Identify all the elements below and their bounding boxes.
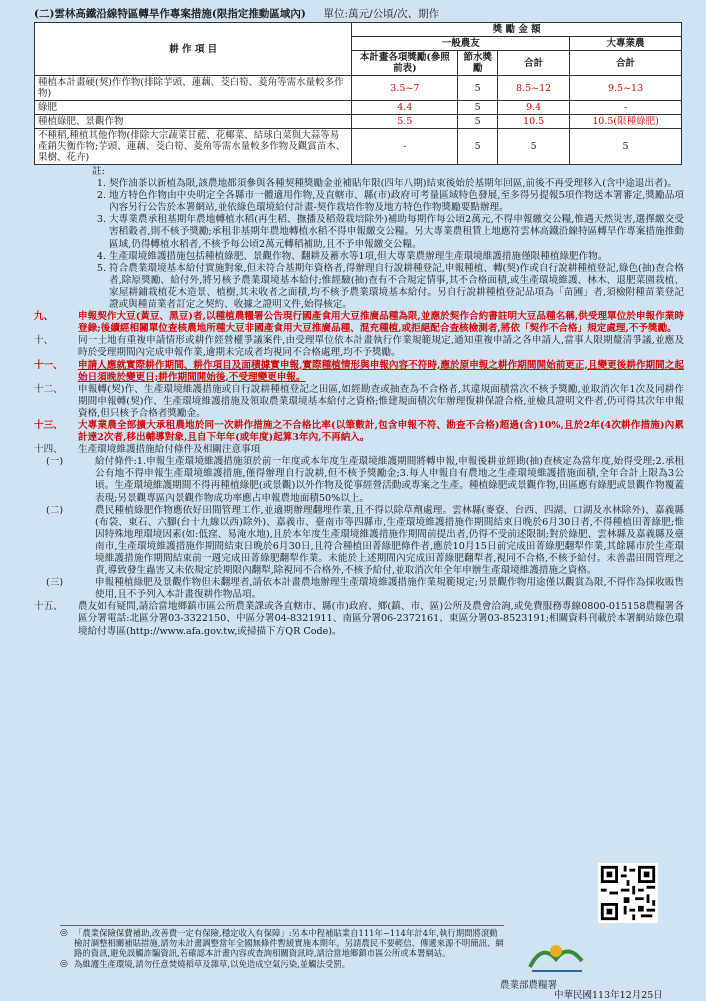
row-total: 9.4: [498, 101, 570, 115]
qr-code-icon[interactable]: [598, 863, 658, 923]
col-large-header: 大專業農: [570, 37, 682, 51]
section-title-row: [34, 6, 684, 22]
rule-item-13: 十三、 大專業農全部擴大承租農地於同一次耕作措施之不合格比率(以筆數計,包含申報不符、勘查不合格)超過(含)10%,且於2年(4次耕作措施)內累計達2次者,移出輔導對象,且自下年年(或年度)起算3年內,不再納入。: [34, 419, 684, 444]
row-item: 種植綠肥、景觀作物: [35, 115, 352, 129]
col-base-header: 本計畫各項獎勵(參照前表): [352, 51, 458, 76]
section-title: (二)雲林高鐵沿線特區轉旱作專案措施(限指定推動區域內): [34, 8, 306, 20]
row-water: 5: [458, 76, 498, 101]
row-base: 5.5: [352, 115, 458, 129]
row-total: 10.5: [498, 115, 570, 129]
row-item: 種植本計畫硬(契)作作物(排除芋頭、蓮藕、茭白筍、菱角等需水量較多作物): [35, 76, 352, 101]
row-large: 10.5(限種綠肥): [570, 115, 682, 129]
row-water: 5: [458, 101, 498, 115]
rule-item-12: 十二、 申報轉(契)作、生產環境維護措施或自行說耕種植登記之田區,如經勘查或抽查為不合格者,其違規面積當次不核予獎勵,並取消次年1次及同耕作期間申報轉(契)作、生產環境維護措施及領取農業環境基本給付之資格;惟建規面積次年辦理復耕保證合格,並檢具證明文件者,仍可得其次年申報資格,但只核予合格者獎勵金。: [34, 383, 684, 419]
table-row: [35, 101, 682, 115]
rule-item-15: 十五、 農友如有疑問,請洽當地鄉鎮市區公所農業課或各直轄市、縣(市)政府、鄉(鎮、市、區)公所及農會洽詢,或免費服務專線0800-015158農糧署各區分署電話:北區分署03-3322150、中區分署04-8321911、南區分署06-2372161、東區分署03-8523191;相關資料刊載於本署網站綠色環境給付專區(http://www.afa.gov.tw,或掃描下方QR Code)。: [34, 601, 684, 637]
col-general-header: 一般農友: [352, 37, 570, 51]
row-base: 4.4: [352, 101, 458, 115]
row-large: 9.5~13: [570, 76, 682, 101]
note-item: 3. 大專業農承租基期年農地轉植水稻(再生稻、撫播及稻殼栽培除外)補助每期作每公頃2萬元,不得申報繳交公糧,惟遇天然災害,選擇繳交受害稻穀者,則不核予獎勵;承租非基期年農地轉植水稻不得申報繳交公糧。另大專業農租賃上地應符雲林高鐵沿線特區轉旱作專案措施推動區域,仍得轉植水稻者,不核予每公頃2萬元轉稻補助,且不予申報繳交公糧。: [96, 214, 684, 250]
footer-note: ◎ 「農業保險保費補助,改善費一定有保險,穩定收入有保障」:另本中程補貼業自111年~114年計4年,執行期間將滾動檢討調整相關補貼措施,請勿未計畫調整當年全國無條件暫緩實施本期年。另請農民不要輕信、傳遞來源不明簡訊、網路的資訊,避免誤觸詐騙資訊,若確認本計畫內容或查詢相關資訊時,請洽當地鄉鎮市區公所或本署網站。: [60, 928, 504, 959]
row-base: 3.5~7: [352, 76, 458, 101]
col-water-header: 節水獎勵: [458, 51, 498, 76]
sub-item: (三) 申報種植綠肥及景觀作物但未翻埋者,請依本計畫農地辦理生產環境維護措施作業規範規定;另景觀作物用途僅以觀賞為限,不得作為採收販售使用,且不予列入本計畫復耕作物品項。: [46, 577, 684, 601]
row-item: 綠肥: [35, 101, 352, 115]
notes-section: [34, 166, 684, 638]
col-total-header: 合計: [498, 51, 570, 76]
note-item: 5. 符合農業環境基本給付實施對象,但未符合基期年資格者,得辦理自行說耕種登記,申報種植、轉(契)作或自行說耕種植登記,綠色(抽)查合格者,除原獎勵、給付外,將另核予農業環境基本給付;惟經驗(抽)查有不合規定情事,其不合格面積,或生產環境維護、林木、退肥菜園栽植、家屋耕鋪栽植花木造景、植樹,其未收者之面積,均不核予農業環境基本給付。另自行說耕種植登記品項為「苗圃」者,須檢附種苗業登記證或與種苗業者訂定之契約、收據之證明文件,始得核定。: [96, 262, 684, 311]
notes-label: 註:: [92, 166, 105, 177]
unit-label: 單位:萬元/公頃/次、期作: [323, 8, 440, 20]
row-total: 8.5~12: [498, 76, 570, 101]
col-award-header: 獎 勵 金 額: [352, 23, 682, 37]
table-row: [35, 129, 682, 165]
row-water: 5: [458, 115, 498, 129]
footer: [34, 925, 682, 1001]
row-large: 5: [570, 129, 682, 165]
row-water: 5: [458, 129, 498, 165]
col-item-header: 耕 作 項 目: [35, 23, 352, 76]
note-item: 2. 地方特色作物由中央明定全各縣市一體適用作物,及直轄市、縣(市)政府可考量區域特色發展,至多得另提報5項作物送本署審定,獎勵品項內容另行公告於本署網站,並依綠色環境給付計畫-契作栽培作物及地方特色作物獎勵要點辦理。: [96, 190, 684, 214]
table-row: [35, 115, 682, 129]
note-item: 1. 契作油茶以新植為限,該農地都須參與各種契種獎勵金並補貼年限(四年八期)結束後始於基期年回區,前後不再受理移入(含中途退出者)。: [96, 178, 677, 190]
row-total: 5: [498, 129, 570, 165]
issue-date: 中華民國113年12月25日: [554, 990, 663, 1001]
issuing-agency: 農業部農糧署: [500, 980, 558, 991]
agency-logo-icon: [522, 937, 592, 977]
sub-item: (二) 農民種植綠肥作物應依好田間管理工作,並適期辦理翻埋作業,且不得以除草劑處理。雲林縣(麥寮、台西、四湖、口湖及水林除外)、嘉義縣(布袋、東石、六腳(台十九線以西)除外)、嘉義市、臺南市等四縣市,生產環境維護措施作期間結束日晚於6月30日者,不得種植田菁綠肥;惟因特殊地理環境因素(如:低窪、易淹水地),且於本年度生產環境維護措施作期間前提出者,仍得不受前述限制;對於綠肥、雲林縣及嘉義縣及臺南市,生產環境維護措施作期間結束日晚於6月30日,且符合種植田菁綠肥條件者,應於10月15日前完成田菁綠肥翻犁作業,其餘縣市於生產環境維護措施作期間結束前一週完成田菁綠肥翻犁作業。未能於上述期間內完成田菁綠肥翻犁者,視同不合格,不核予給付。未善盡田間管理之責,導致發生蟲害又未依規定於期限內翻犁,除視同不合格外,不核予給付,並取消次年全年申辦生產環境維護措施之資格。: [46, 504, 684, 577]
row-base: -: [352, 129, 458, 165]
row-item: 不種稻,種植其他作物(排除大宗蔬菜甘藍、花椰菜、結球白菜與大蒜等易產銷失衡作物;芋頭、蓮藕、茭白筍、菱角等需水量較多作物及觀賞苗木、果樹、花卉): [35, 129, 352, 165]
col-total2-header: 合計: [570, 51, 682, 76]
rule-item-10: 十、 同一土地有重複申請情形或耕作經營權爭議案件,由受理單位依本計畫執行作業規範規定,通知重複申請之各申請人,當事人限期釐清爭議,並應及時於受理期間內完成申報作業,逾期未完成者均視同不合格處理,均不予獎勵。: [34, 335, 684, 359]
footer-note: ◎ 為維護生產環境,請勿任意焚燒稻草及雜草,以免造成空氣污染,並觸法受罰。: [60, 958, 350, 969]
note-item: 4. 生產環境維護措施包括種植綠肥、景觀作物、翻耕及蓄水等1項,但大專業農辦理生產環境維護措施僅限種植綠肥作物。: [96, 250, 608, 262]
subsidy-table: [34, 22, 682, 165]
row-large: -: [570, 101, 682, 115]
table-row: [35, 76, 682, 101]
rule-item-14: 十四、 生產環境維護措施給付條件及相關注意事項: [34, 444, 261, 456]
sub-item: (一) 給付條件:1.申報生產環境維護措施須於前一年度或本年度生產環境維護期間將轉申報,申報後耕並經勘(抽)查核定為當年度,始得受理;2.承租公有地不得申報生產環境維護措施,僅得辦理自行說耕,但不核予獎勵金;3.每人申報自有農地之生產環境維護措施面積,全年合計上限為3公頃。生產環境維護期間不得再種植綠肥(或景觀)以外作物及從事經營活動或專案之生產。種植綠肥或景觀作物,田區應有綠肥或景觀作物覆蓋表現;另景觀專區內景觀作物成功率應占申報農地面積50%以上。: [46, 456, 684, 504]
rule-item-9: 九、 申報契作大豆(黃豆、黑豆)者,以種植農糧署公告現行國產食用大豆推廣品種為限,並應於契作合約書註明大豆品種名稱,供受理單位於申報作業時登錄;後續經相關單位查核農地所種大豆非國產食用大豆推廣品種、混充種植,或拒絕配合查核檢測者,將依「契作不合格」規定處理,不予獎勵。: [34, 311, 684, 335]
footer-notes: [60, 925, 504, 969]
rule-item-11: 十一、 申請人應就實際耕作期間、耕作項目及面積據實申報,實際種植情形與申報內容不符時,應於原申報之耕作期間開始前更正,且變更後耕作期間之起始日須晚於變更日;耕作期間開始後,不受理變更申報。: [34, 359, 684, 383]
